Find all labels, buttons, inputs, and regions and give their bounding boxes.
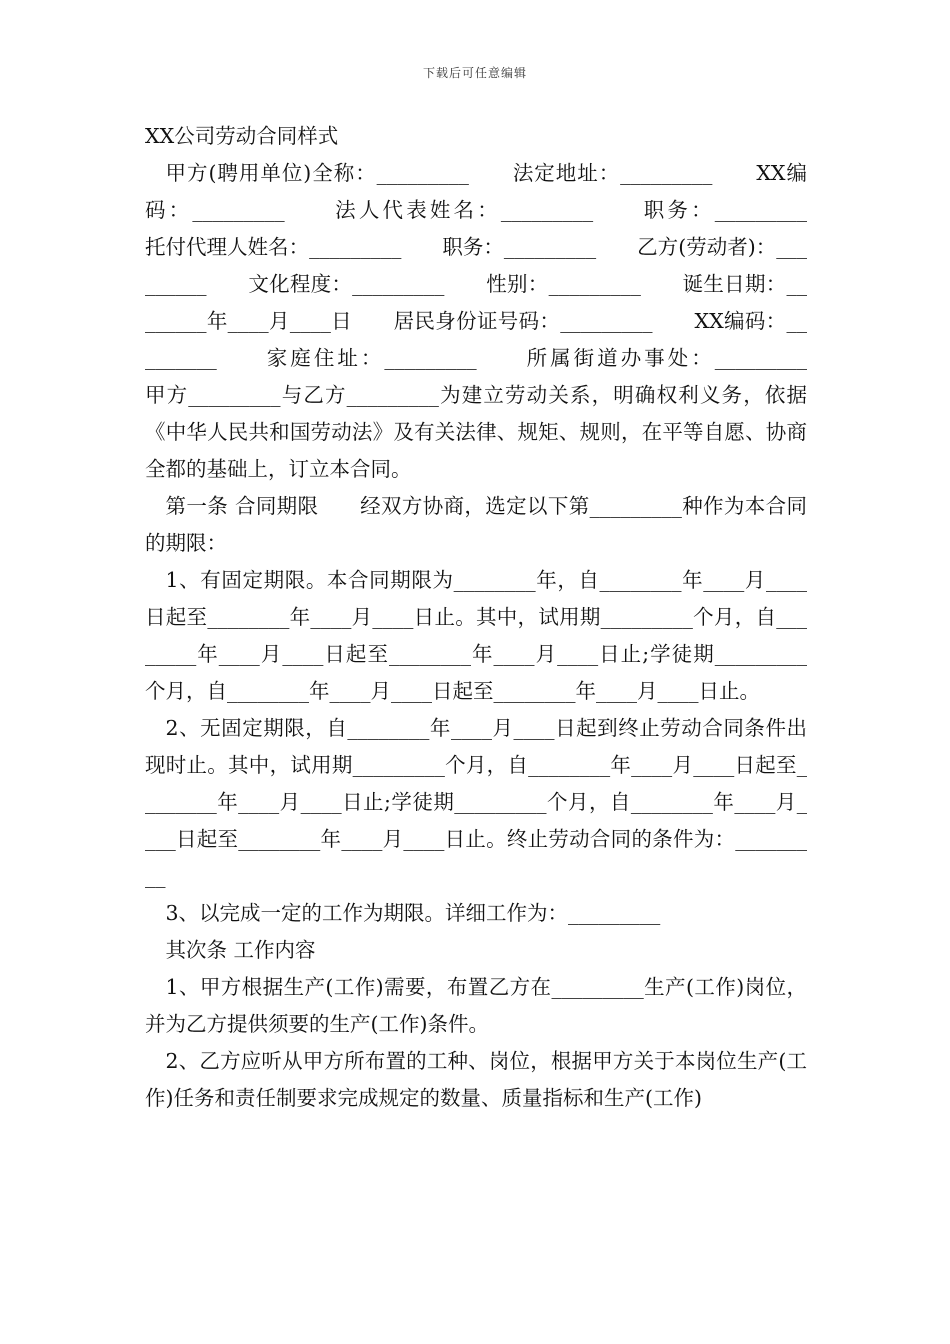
article-1-clause-3: 3、以完成一定的工作为期限。详细工作为：_________ bbox=[165, 901, 661, 925]
article-1-clause-1: 1、有固定期限。本合同期限为________年，自________年____月____日起至________年____月____日止。其中，试用期_________个月，自________年____月____日起至________年____月____日止;学徒期_________个月，自________年____月____日起至________年____月____日止。 bbox=[145, 568, 807, 703]
page-header-note: 下载后可任意编辑 bbox=[422, 66, 527, 80]
article-2-clause-2: 2、乙方应听从甲方所布置的工种、岗位，根据甲方关于本岗位生产(工作)任务和责任制要求完成规定的数量、质量指标和生产(工作) bbox=[145, 1049, 807, 1110]
article-2-clause-1: 1、甲方根据生产(工作)需要，布置乙方在_________生产(工作)岗位，并为乙方提供须要的生产(工作)条件。 bbox=[145, 975, 807, 1036]
article-1-clause-2: 2、无固定期限，自________年____月____日起到终止劳动合同条件出现时止。其中，试用期_________个月，自________年____月____日起至________年____月____日止;学徒期_________个月，自________年____月____日起至________年____月____日止。终止劳动合同的条件为：_________ bbox=[145, 716, 807, 888]
party-info-paragraph: 甲方(聘用单位)全称：_________ 法定地址：_________ XX编码：_________ 法人代表姓名：_________ 职务：_________ 托付代理人姓名：_________ 职务：_________ 乙方(劳动者)：_________ 文化程度：_________ 性别：_________ 诞生日期：________年____月____日 居民身份证号码：_________ XX编码：_________ 家庭住址：_________ 所属街道办事处：_________ 甲方_________与乙方_________为建立劳动关系，明确权利义务，依据《中华人民共和国劳动法》及有关法律、规矩、规则，在平等自愿、协商全都的基础上，订立本合同。 bbox=[145, 161, 848, 481]
article-2-heading: 其次条 工作内容 bbox=[165, 938, 316, 962]
document-title: XX公司劳动合同样式 bbox=[145, 124, 339, 148]
contract-body bbox=[145, 118, 848, 1117]
article-1-heading: 第一条 合同期限 经双方协商，选定以下第_________种作为本合同的期限： bbox=[145, 494, 807, 555]
